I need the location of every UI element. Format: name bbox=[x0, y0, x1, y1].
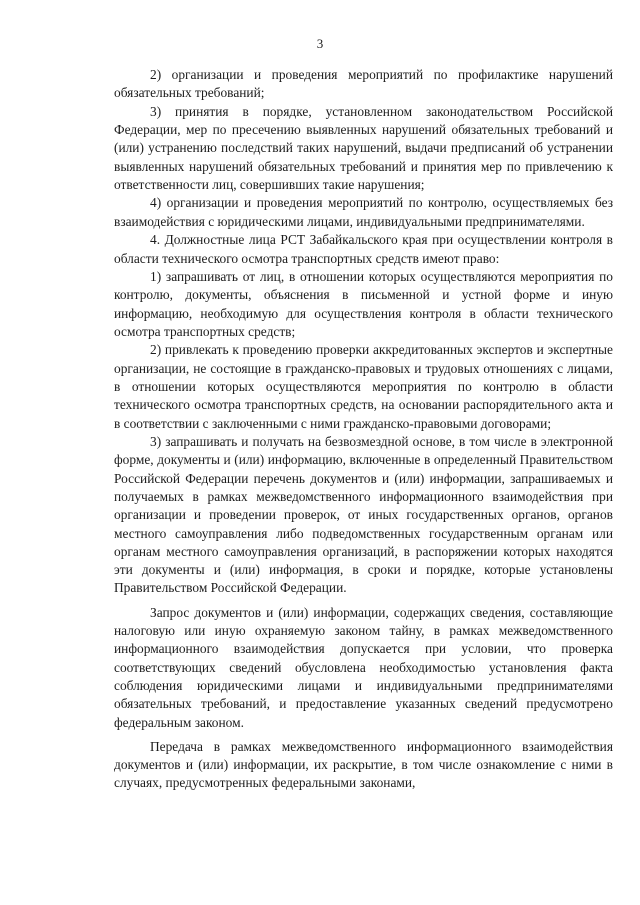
paragraph: 1) запрашивать от лиц, в отношении которых осуществляются мероприятия по контролю, документы, объяснения в письменной и устной форме и иную информацию, необходимую для осуществления контроля в области технического осмотра транспортных средств; bbox=[114, 269, 613, 339]
paragraph: 4) организации и проведения мероприятий по контролю, осуществляемых без взаимодействия с юридическими лицами, индивидуальными предпринимателями. bbox=[114, 195, 613, 229]
paragraph: Запрос документов и (или) информации, содержащих сведения, составляющие налоговую или иную охраняемую законом тайну, в рамках межведомственного информационного взаимодействия допускается при условии, что проверка соответствующих сведений обусловлена необходимостью установления факта соблюдения юридическими лицами и индивидуальными предпринимателями обязательных требований, и предоставление указанных сведений предусмотрено федеральным законом. bbox=[114, 604, 613, 730]
paragraph: 3) запрашивать и получать на безвозмездной основе, в том числе в электронной форме, документы и (или) информацию, включенные в определенный Правительством Российской Федерации перечень документов и (или) информации, запрашиваемых и получаемых в рамках межведомственного информационного взаимодействия при организации и проведении проверок, от иных государственных органов, органов местного самоуправления либо подведомственных государственным органам или органам местного самоуправления организаций, в распоряжении которых находятся эти документы и (или) информация, в сроки и порядке, которые установлены Правительством Российской Федерации. bbox=[114, 434, 613, 596]
page-number: 3 bbox=[316, 36, 324, 51]
paragraph: Передача в рамках межведомственного информационного взаимодействия документов и (или) информации, их раскрытие, в том числе ознакомление с ними в случаях, предусмотренных федеральными законами, bbox=[114, 738, 613, 791]
paragraph: 2) привлекать к проведению проверки аккредитованных экспертов и экспертные организации, не состоящие в гражданско-правовых и трудовых отношениях с лицами, в отношении которых осуществляются мероприятия по контролю в области технического осмотра транспортных средств, на основании распорядительного акта и в соответствии с заключенными с ними гражданско-правовыми договорами; bbox=[114, 342, 613, 431]
document-body bbox=[114, 66, 613, 793]
paragraph: 2) организации и проведения мероприятий по профилактике нарушений обязательных требований; bbox=[114, 67, 613, 101]
paragraph: 3) принятия в порядке, установленном законодательством Российской Федерации, мер по пресечению выявленных нарушений обязательных требований и (или) устранению последствий таких нарушений, выдачи предписаний об устранении выявленных нарушений обязательных требований и принятия мер по привлечению к ответственности лиц, совершивших такие нарушения; bbox=[114, 103, 613, 192]
paragraph: 4. Должностные лица РСТ Забайкальского края при осуществлении контроля в области технического осмотра транспортных средств имеют право: bbox=[114, 232, 613, 266]
